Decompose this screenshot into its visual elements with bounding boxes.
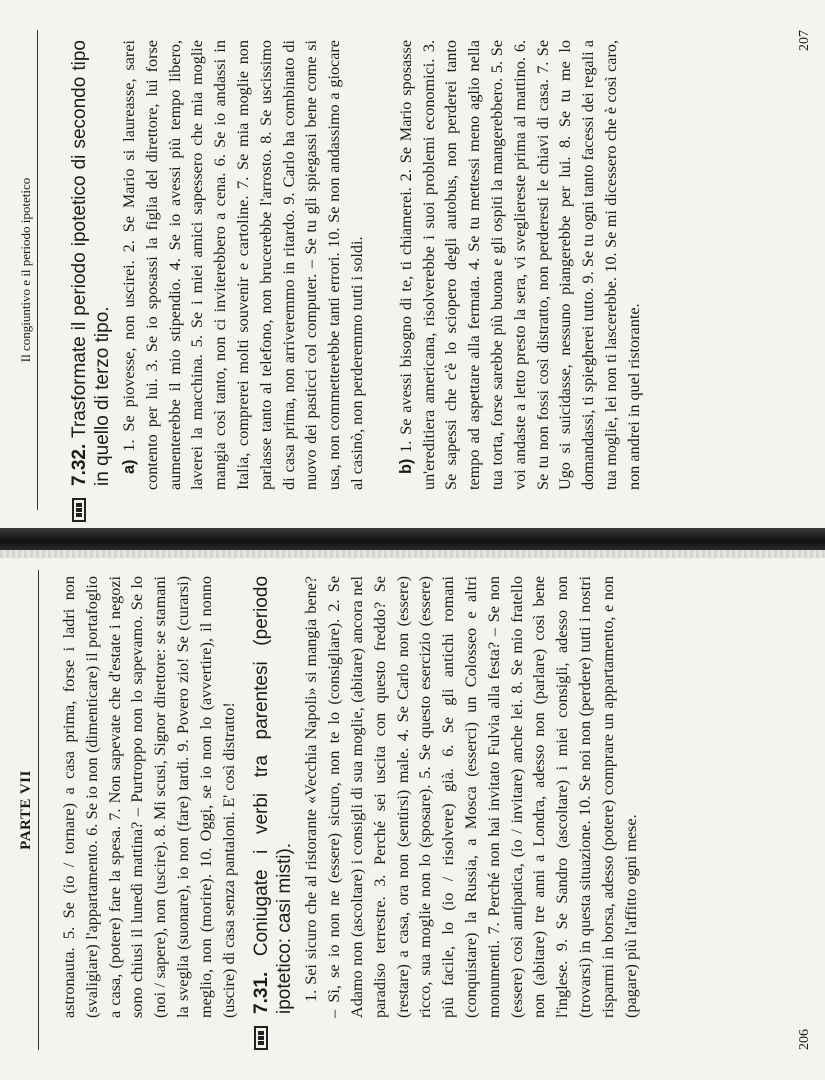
exercise-instruction: Coniugate i verbi tra parentesi (periodo ipotetico: casi misti). — [251, 575, 296, 1014]
difficulty-icon — [254, 1026, 268, 1050]
exercise-number: 7.32. — [69, 443, 90, 486]
exercise-7-31-text: 1. Sei sicuro che al ristorante «Vecchia Napoli» si mangia bene? – Sì, se io non ne (essere) sicuro, non te lo (consigliare). 2. Se Adamo non (ascoltare) i consigli di sua moglie, (abitare) ancora nel paradiso terrestre. 3. Perché sei uscita con questo freddo? Se (restare) a casa, ora non (sentirsi) male. 4. Se Carlo non (essere) ricco, sua moglie non lo (sposare). 5. Se questo esercizio (essere) più facile, lo (io / risolvere) già. 6. Se gli antichi romani (conquistare) la Russia, a Mosca (esserci) un Colosseo e altri monumenti. 7. Perché non hai invitato Fulvia alla festa? – Se non (essere) così antipatica, (io / invitare) anche lei. 8. Se mio fratello non (abitare) tre anni a Londra, adesso non (parlare) così bene l'inglese. 9. Se Sandro (ascoltare) i miei consigli, adesso non (trovarsi) in questa situazione. 10. Se noi non (perdere) tutti i nostri risparmi in borsa, adesso (potere) comprare un appartamento, e non (pagare) più l'affitto ogni mese. — [302, 576, 640, 1018]
part-b-text: 1. Se avessi bisogno di te, ti chiamerei. 2. Se Mario sposasse un'ereditiera americana, risolverebbe i suoi problemi economici. 3. Se sapessi che c'è lo sciopero degli autobus, non perderei tanto tempo ad aspettare alla fermata. 4. Se tu mettessi meno aglio nella tua torta, forse sarebbe più buona e gli ospiti la mangerebbero. 5. Se voi andaste a letto presto la sera, vi svegliereste prima al mattino. 6. Se tu non fossi così distratto, non perderesti le chiavi di casa. 7. Se Ugo si suicidasse, nessuno piangerebbe per lui. 8. Se tu me lo domandassi, ti spiegherei tutto. 9. Se tu ogni tanto facessi dei regali a tua moglie, lei non ti lascerebbe. 10. Se mi dicessero che è così caro, non andrei in quel ristorante. — [396, 39, 643, 490]
part-a-label: a) — [120, 459, 138, 474]
left-running-head: PARTE VII — [18, 570, 39, 1050]
exercise-part-a — [118, 40, 369, 490]
part-a-text: 1. Se piovesse, non uscirei. 2. Se Mario si laureasse, sarei contento per lui. 3. Se io sposassi la figlia del direttore, lui forse aumenterebbe il mio stipendio. 4. Se io avessi più tempo libero, laverei la macchina. 5. Se i miei amici sapessero che mia moglie mangia così tanto, non ci inviterebbero a cena. 6. Se io andassi in Italia, comprerei molti souvenir e cartoline. 7. Se mia moglie non parlasse tanto al telefono, non brucerebbe l'arrosto. 8. Se uscissimo di casa prima, non arriveremmo in ritardo. 9. Carlo ha combinato di nuovo dei pasticci col computer. – Se tu gli spiegassi bene come si usa, non commetterebbe tanti errori. 10. Se non andassimo a giocare al casinò, non perderemmo tutti i soldi. — [120, 40, 366, 490]
right-text-body — [58, 40, 652, 490]
exercise-7-32-title — [68, 40, 114, 490]
exercise-7-31-title — [250, 576, 296, 1018]
left-page-number: 206 — [797, 1029, 812, 1050]
exercise-part-b — [395, 40, 646, 490]
left-page — [0, 540, 825, 1080]
continued-exercise-text: astronauta. 5. Se (io / tornare) a casa prima, forse i ladri non (svaligiare) l'appartamento. 6. Se io non (dimenticare) il portafoglio a casa, (potere) fare la spesa. 7. Non sapevate che d'estate i negozi sono chiusi il lunedì mattina? – Purtroppo non lo sapevamo. Se lo (noi / sapere), non (uscire). 8. Mi scusi, Signor direttore: se stamani la sveglia (suonare), io non (fare) tardi. 9. Povero zio! Se (curarsi) meglio, non (morire). 10. Oggi, se io non lo (avvertire), il nonno (uscire) di casa senza pantaloni. E' così distratto! — [60, 576, 238, 1018]
part-b-label: b) — [396, 458, 415, 474]
exercise-instruction: Trasformate il periodo ipotetico di secondo tipo in quello di terzo tipo. — [69, 40, 113, 486]
difficulty-icon — [72, 498, 86, 522]
left-text-body — [58, 576, 648, 1018]
right-page-number: 207 — [797, 30, 812, 51]
right-running-head: Il congiuntivo e il periodo ipotetico — [18, 30, 38, 510]
exercise-number: 7.31. — [251, 971, 273, 1014]
